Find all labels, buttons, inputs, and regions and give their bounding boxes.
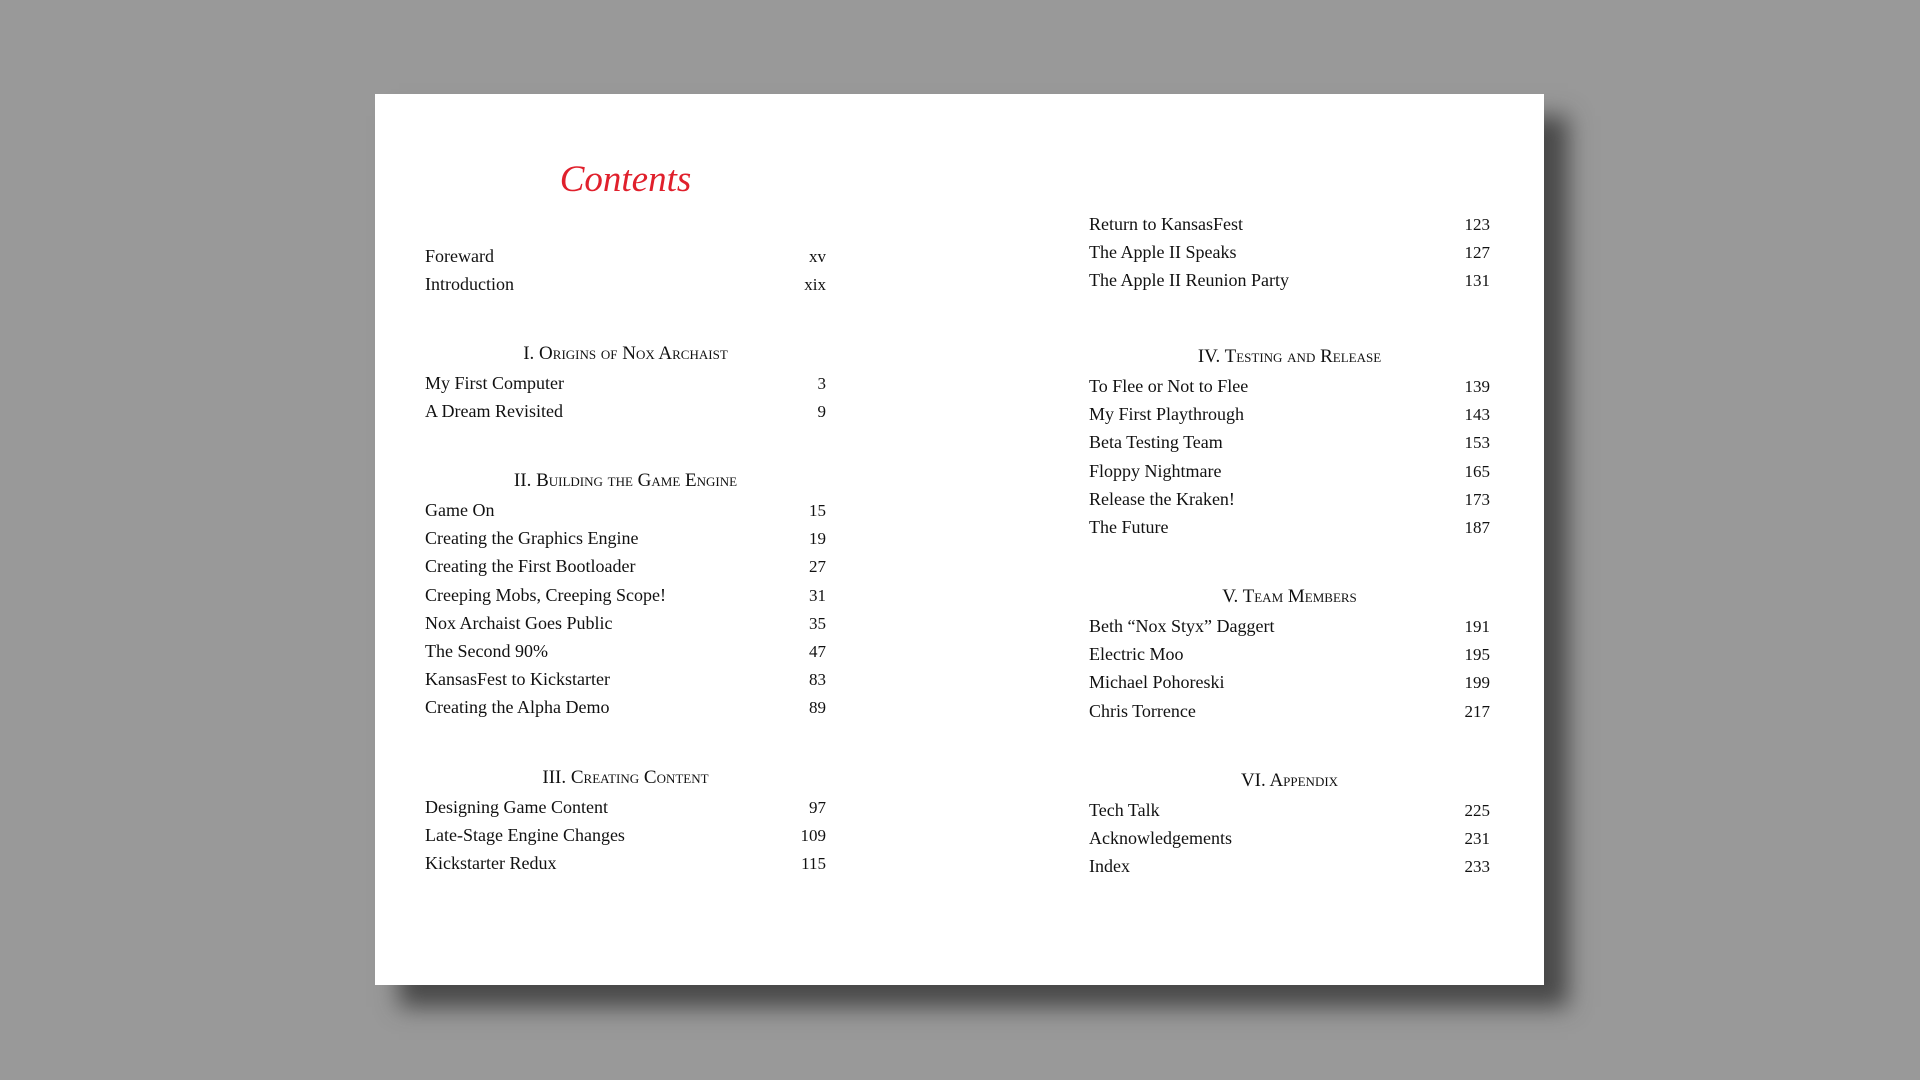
entry-title: To Flee or Not to Flee — [1089, 376, 1249, 396]
part-section-4 — [1089, 342, 1490, 541]
part-heading: I. Origins of Nox Archaist — [523, 343, 728, 364]
entry-title: Kickstarter Redux — [425, 853, 557, 874]
entry-title: The Second 90% — [425, 640, 548, 661]
part-heading: V. Team Members — [1222, 586, 1357, 607]
toc-entry[interactable] — [1089, 824, 1490, 852]
part-heading: II. Building the Game Engine — [513, 470, 738, 491]
part-section-2 — [425, 466, 826, 722]
entry-page-number: 89 — [809, 698, 826, 718]
entry-title: KansasFest to Kickstarter — [425, 669, 610, 690]
entry-page-number: 127 — [1464, 243, 1490, 263]
entry-title: Release the Kraken! — [1089, 488, 1235, 509]
entry-title: Foreward — [425, 246, 494, 266]
toc-entry[interactable] — [425, 821, 826, 849]
entry-title: A Dream Revisited — [425, 401, 563, 422]
entry-title: Floppy Nightmare — [1089, 460, 1222, 481]
toc-entry[interactable] — [1089, 697, 1490, 725]
toc-entry[interactable] — [425, 637, 826, 665]
entry-title: Creating the Alpha Demo — [425, 697, 610, 718]
toc-entry[interactable] — [1089, 513, 1490, 541]
continuation-list — [1089, 210, 1490, 295]
entry-page-number: 173 — [1464, 489, 1490, 509]
entry-page-number: 109 — [800, 826, 826, 846]
entry-page-number: 15 — [809, 501, 826, 520]
entry-page-number: 3 — [817, 374, 826, 393]
entry-page-number: 31 — [809, 585, 826, 605]
entry-title: Game On — [425, 500, 495, 520]
entry-title: Index — [1089, 856, 1130, 877]
toc-entry[interactable] — [425, 665, 826, 693]
entry-page-number: 83 — [809, 670, 826, 690]
entry-page-number: 217 — [1464, 701, 1490, 721]
entry-title: Nox Archaist Goes Public — [425, 612, 613, 633]
entry-page-number: 195 — [1464, 645, 1490, 665]
toc-entry[interactable] — [1089, 612, 1490, 640]
toc-entry[interactable] — [425, 496, 826, 524]
entry-page-number: 191 — [1464, 617, 1490, 636]
toc-entry[interactable] — [1089, 640, 1490, 668]
entry-page-number: 131 — [1464, 271, 1490, 291]
entry-page-number: 165 — [1464, 461, 1490, 481]
entry-page-number: 115 — [801, 854, 826, 874]
entry-page-number: 35 — [809, 613, 826, 633]
entry-page-number: 199 — [1464, 673, 1490, 693]
entry-title: Creating the First Bootloader — [425, 556, 636, 577]
entry-page-number: 225 — [1464, 801, 1490, 820]
entry-title: Beta Testing Team — [1089, 432, 1223, 453]
entry-title: Chris Torrence — [1089, 700, 1196, 721]
entry-page-number: 97 — [809, 798, 826, 817]
toc-entry[interactable] — [1089, 457, 1490, 485]
toc-entry[interactable] — [425, 793, 826, 821]
entry-page-number: 143 — [1464, 405, 1490, 425]
book-page-spread — [375, 94, 1544, 985]
toc-entry[interactable] — [1089, 210, 1490, 238]
toc-entry[interactable] — [1089, 485, 1490, 513]
toc-entry[interactable] — [1089, 668, 1490, 696]
entry-title: My First Computer — [425, 373, 565, 393]
toc-entry[interactable] — [1089, 266, 1490, 294]
toc-entry[interactable] — [425, 552, 826, 580]
entry-title: The Apple II Reunion Party — [1089, 270, 1289, 291]
entry-title: The Apple II Speaks — [1089, 242, 1237, 263]
toc-entry[interactable] — [425, 524, 826, 552]
part-section-3 — [425, 763, 826, 878]
entry-title: Designing Game Content — [425, 797, 608, 817]
part-heading: III. Creating Content — [542, 767, 709, 788]
entry-title: Creating the Graphics Engine — [425, 528, 639, 549]
toc-entry[interactable] — [425, 849, 826, 877]
entry-page-number: xv — [809, 247, 826, 266]
entry-title: Introduction — [425, 274, 514, 295]
entry-title: Beth “Nox Styx” Daggert — [1089, 616, 1275, 636]
entry-title: Michael Pohoreski — [1089, 672, 1225, 693]
entry-page-number: 233 — [1464, 857, 1490, 877]
toc-entry[interactable] — [425, 242, 826, 270]
part-heading: VI. Appendix — [1240, 770, 1339, 791]
front-matter-list — [425, 242, 826, 298]
entry-title: Tech Talk — [1089, 800, 1160, 820]
entry-title: Return to KansasFest — [1089, 214, 1243, 234]
toc-entry[interactable] — [425, 270, 826, 298]
entry-title: Creeping Mobs, Creeping Scope! — [425, 584, 666, 605]
entry-page-number: 47 — [809, 641, 826, 661]
toc-entry[interactable] — [1089, 372, 1490, 400]
entry-page-number: 123 — [1464, 215, 1490, 234]
toc-entry[interactable] — [1089, 400, 1490, 428]
part-section-5 — [1089, 582, 1490, 725]
entry-title: Electric Moo — [1089, 644, 1184, 665]
entry-title: The Future — [1089, 516, 1169, 537]
entry-page-number: 153 — [1464, 433, 1490, 453]
entry-page-number: 231 — [1464, 829, 1490, 849]
entry-page-number: 187 — [1464, 517, 1490, 537]
part-heading: IV. Testing and Release — [1197, 346, 1382, 367]
entry-page-number: 139 — [1464, 377, 1490, 396]
entry-title: Late-Stage Engine Changes — [425, 825, 625, 846]
toc-entry[interactable] — [1089, 852, 1490, 880]
entry-page-number: 9 — [817, 402, 826, 422]
contents-heading: Contents — [559, 159, 692, 200]
toc-entry[interactable] — [425, 609, 826, 637]
toc-entry[interactable] — [425, 369, 826, 397]
toc-entry[interactable] — [425, 693, 826, 721]
toc-entry[interactable] — [1089, 238, 1490, 266]
toc-entry[interactable] — [1089, 428, 1490, 456]
part-section-6 — [1089, 766, 1490, 881]
entry-page-number: 19 — [809, 529, 826, 549]
entry-title: My First Playthrough — [1089, 404, 1245, 425]
toc-entry[interactable] — [425, 397, 826, 425]
toc-entry[interactable] — [425, 581, 826, 609]
entry-title: Acknowledgements — [1089, 828, 1232, 849]
part-section-1 — [425, 339, 826, 425]
entry-page-number: xix — [804, 275, 826, 295]
entry-page-number: 27 — [809, 557, 826, 577]
toc-entry[interactable] — [1089, 796, 1490, 824]
